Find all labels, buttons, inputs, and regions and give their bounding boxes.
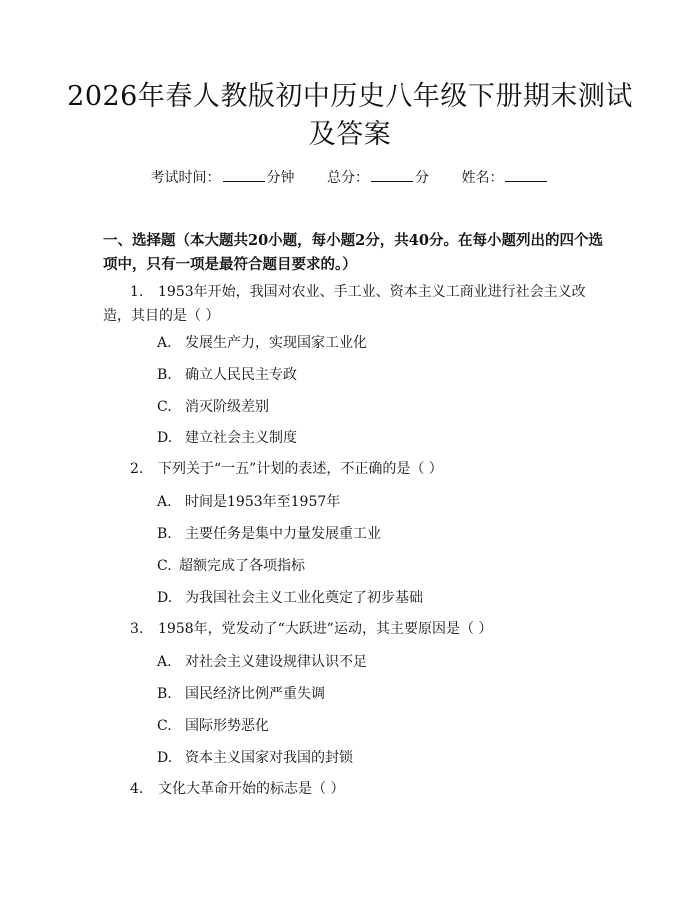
question-3-option-c (157, 716, 269, 736)
option-text: 建立社会主义制度 (185, 430, 297, 446)
question-1-option-b (157, 365, 297, 385)
score-blank (371, 169, 413, 182)
question-3-option-d (157, 748, 353, 768)
question-text: 下列关于“一五”计划的表述，不正确的是（ ） (158, 461, 443, 477)
question-1-option-c (157, 397, 269, 417)
question-3-option-a (157, 652, 367, 672)
question-4-stem (103, 777, 603, 801)
option-text: 确立人民民主专政 (185, 367, 297, 383)
name-blank (505, 169, 547, 182)
question-number: 4. (130, 781, 144, 797)
score-field (327, 167, 429, 187)
time-field (151, 167, 295, 187)
question-number: 3. (130, 621, 144, 637)
name-label: 姓名： (461, 170, 504, 186)
option-text: 超额完成了各项指标 (179, 558, 305, 574)
question-2-option-c (157, 556, 305, 576)
time-label: 考试时间： (150, 170, 221, 186)
option-letter: A. (157, 494, 172, 510)
option-text: 对社会主义建设规律认识不足 (185, 654, 367, 670)
question-1-option-a (157, 333, 367, 353)
exam-meta-line (0, 167, 700, 187)
time-unit: 分钟 (266, 170, 295, 186)
question-1-stem (103, 280, 603, 328)
page-title: 2026年春人教版初中历史八年级下册期末测试及答案 (67, 81, 633, 150)
name-field (461, 167, 549, 187)
option-letter: C. (157, 718, 172, 734)
time-blank (223, 169, 265, 182)
question-1-option-d (157, 428, 297, 448)
score-unit: 分 (415, 170, 429, 186)
question-3-stem (103, 617, 603, 641)
option-text: 时间是1953年至1957年 (185, 494, 341, 510)
option-letter: C. (157, 558, 172, 574)
question-2-option-d (157, 588, 423, 608)
question-3-option-b (157, 684, 325, 704)
option-letter: B. (157, 367, 172, 383)
option-letter: D. (157, 590, 173, 606)
option-text: 国际形势恶化 (185, 718, 269, 734)
option-text: 发展生产力，实现国家工业化 (185, 335, 367, 351)
option-text: 消灭阶级差别 (185, 399, 269, 415)
option-letter: A. (157, 335, 172, 351)
option-text: 为我国社会主义工业化奠定了初步基础 (185, 590, 423, 606)
section-heading: 一、选择题（本大题共20小题，每小题2分，共40分。在每小题列出的四个选项中，只有一项是最符合题目要求的。） (103, 232, 603, 273)
option-text: 资本主义国家对我国的封锁 (185, 750, 353, 766)
option-letter: B. (157, 686, 172, 702)
question-number: 2. (130, 461, 144, 477)
question-text: 1958年，党发动了“大跃进”运动，其主要原因是（ ） (158, 621, 493, 637)
question-text: 文化大革命开始的标志是（ ） (158, 781, 345, 797)
question-2-option-a (157, 492, 340, 512)
option-letter: D. (157, 750, 173, 766)
option-text: 国民经济比例严重失调 (185, 686, 325, 702)
question-number: 1. (130, 284, 144, 300)
score-label: 总分： (327, 170, 369, 186)
question-2-option-b (157, 524, 381, 544)
question-text: 1953年开始，我国对农业、手工业、资本主义工商业进行社会主义改造，其目的是（ ） (103, 284, 586, 324)
option-letter: C. (157, 399, 172, 415)
option-letter: A. (157, 654, 172, 670)
option-letter: D. (157, 430, 173, 446)
option-letter: B. (157, 526, 172, 542)
question-2-stem (103, 457, 603, 481)
option-text: 主要任务是集中力量发展重工业 (185, 526, 381, 542)
